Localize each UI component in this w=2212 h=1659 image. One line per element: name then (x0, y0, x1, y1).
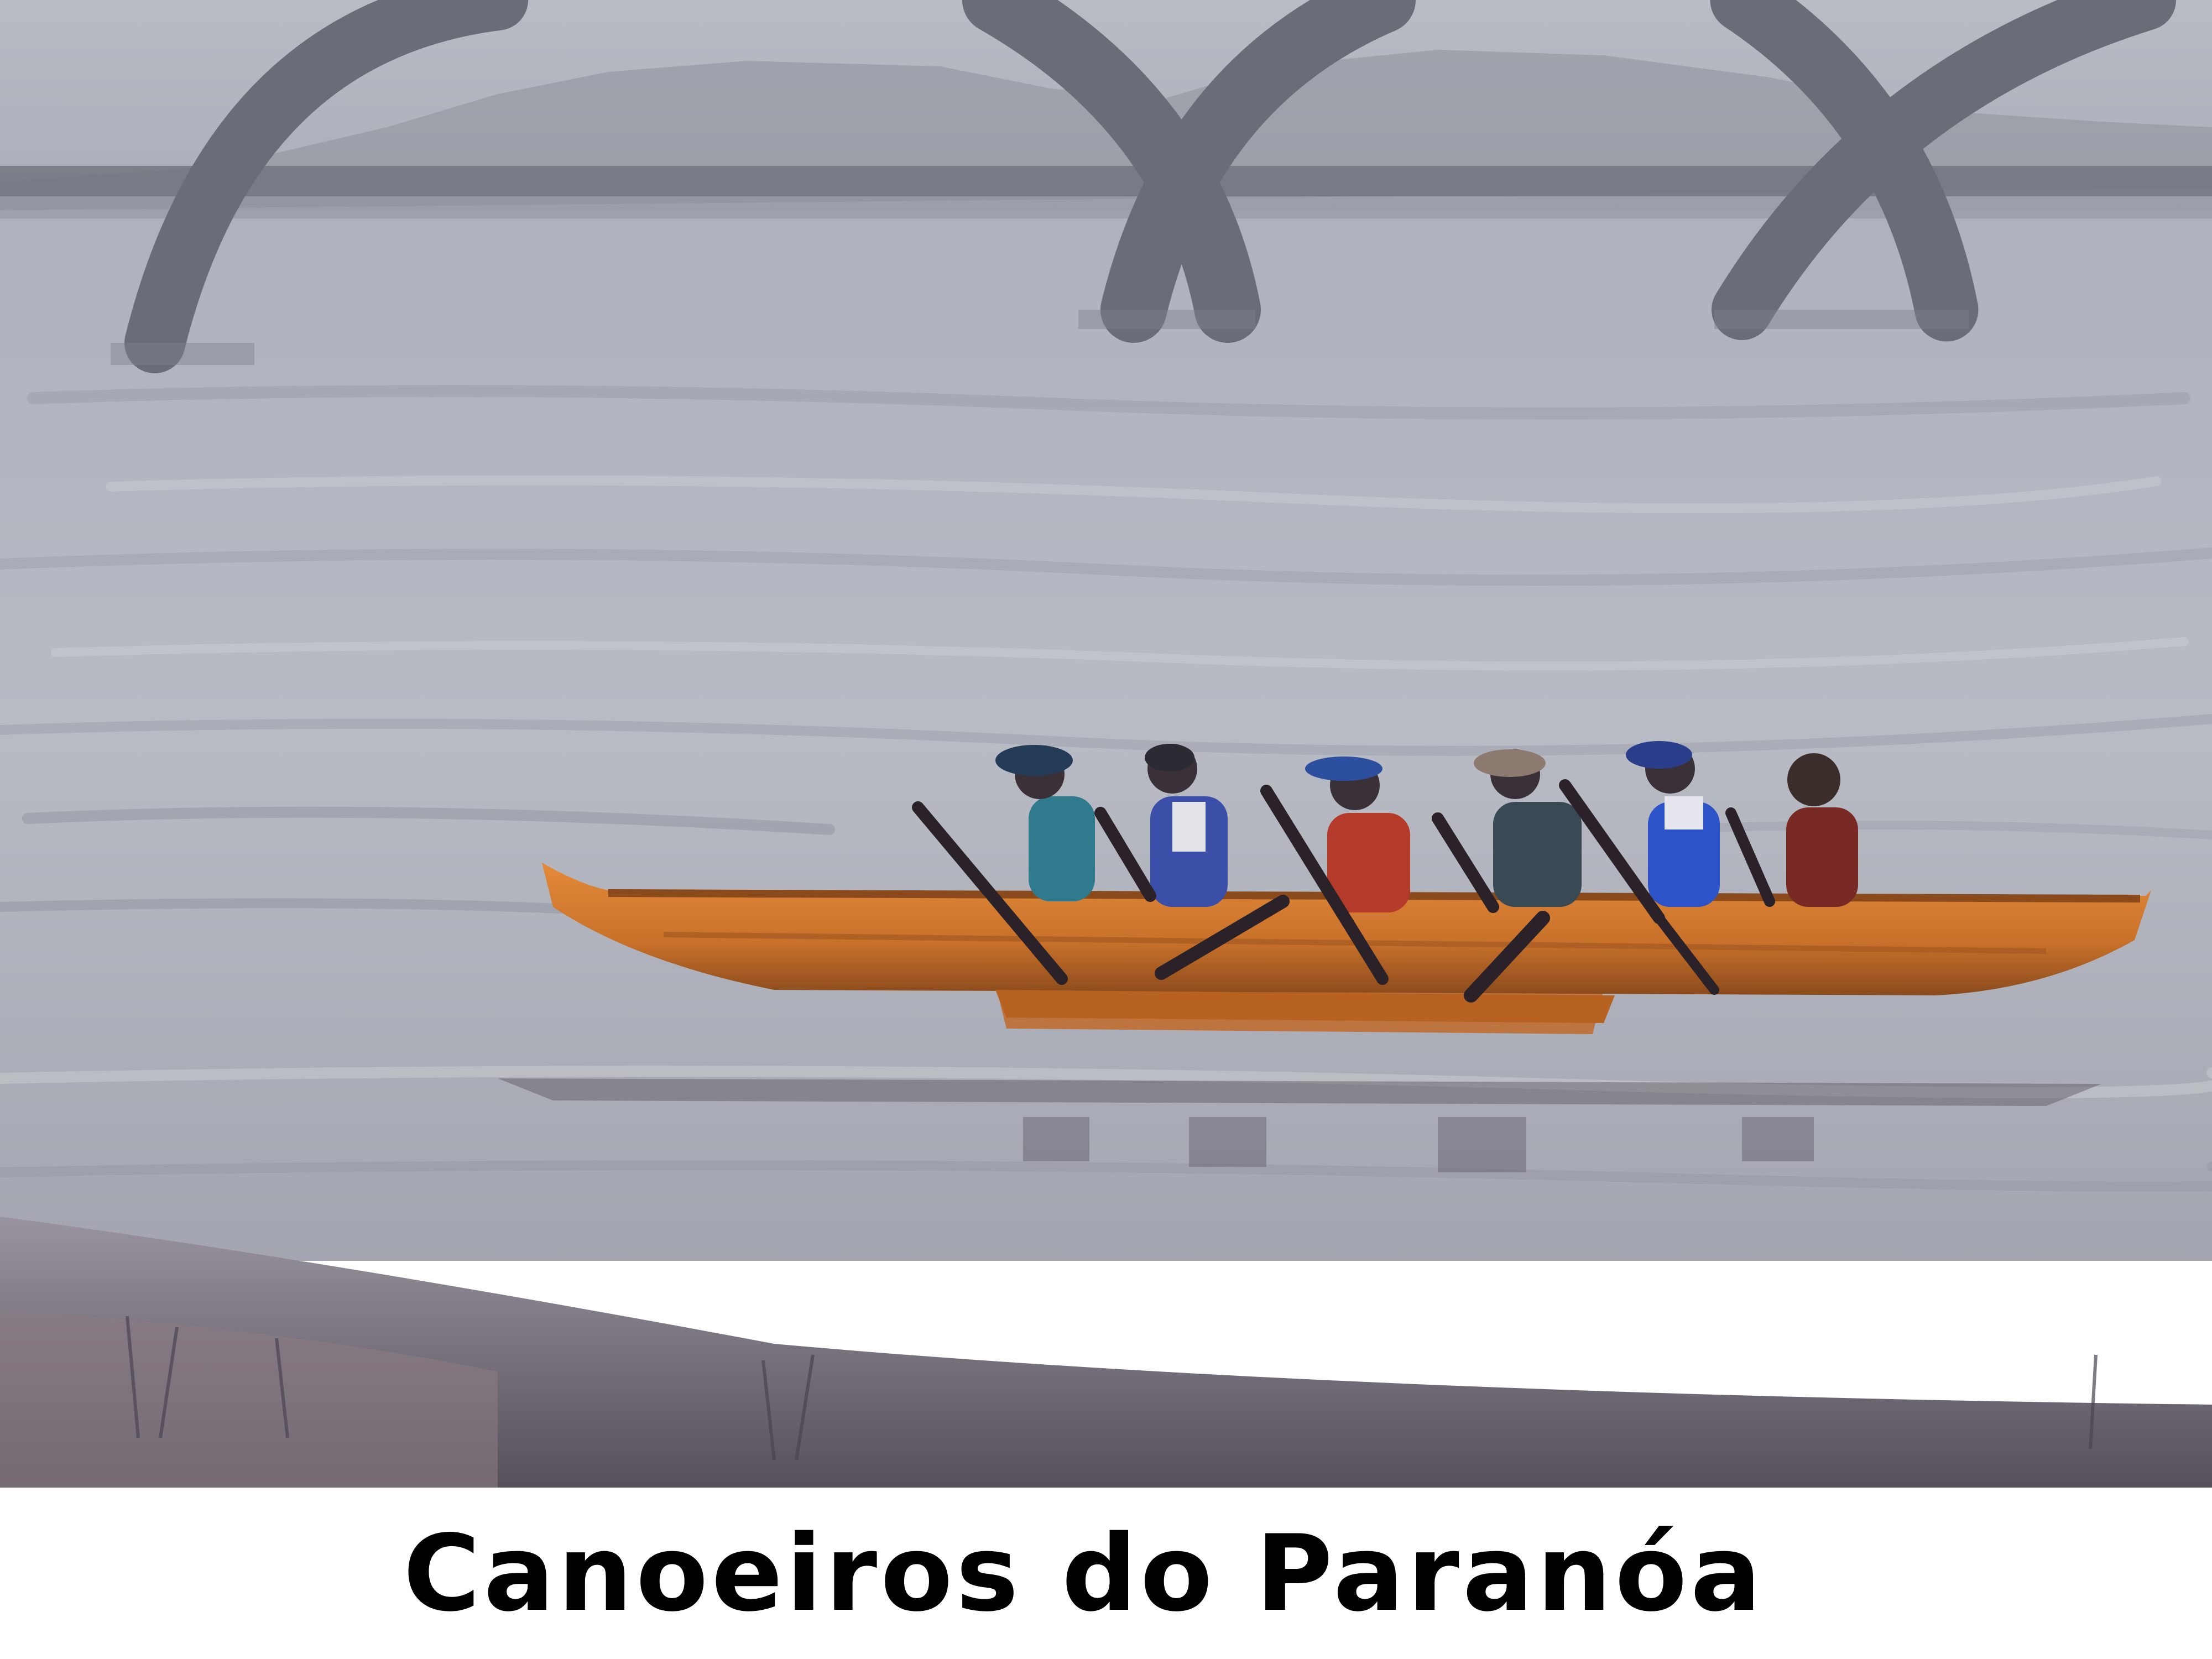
artwork-title: Canoeiros do Paranóa (403, 1512, 1765, 1635)
caption-bar (0, 1488, 2212, 1659)
